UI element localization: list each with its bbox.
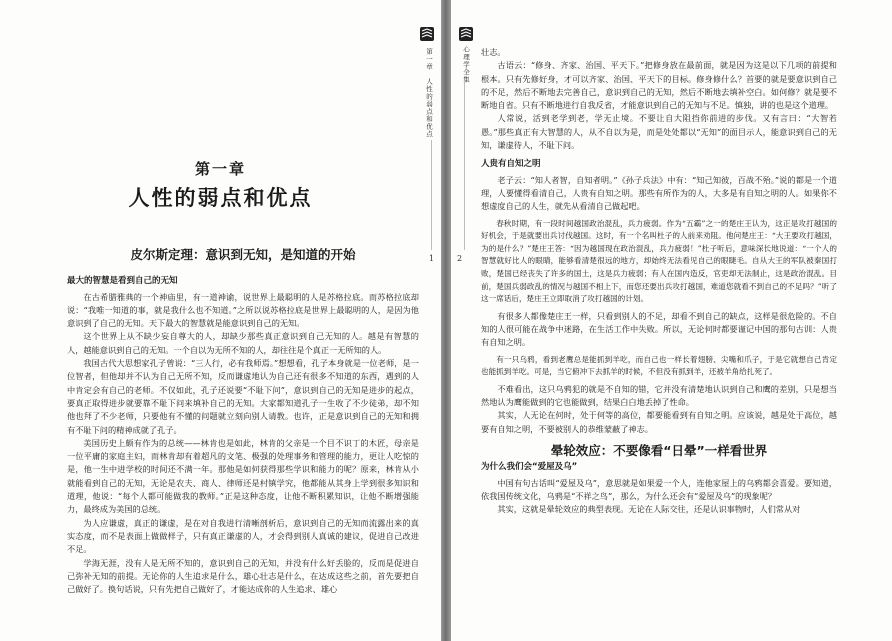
quote-text: 春秋时期，有一段时间越国政治混乱，兵力疲弱。作为“五霸”之一的楚庄王认为，这正是攻打越国的好机会，于是就要出兵讨伐越国。这时，有一个名叫杜子的人前来劝阻。他问楚庄王：“大王要攻打越国，为的是什么？”楚庄王答：“因为越国现在政治混乱，兵力疲弱！”杜子听后，意味深长地说道：“一个人的智慧就好比人的眼睛，能够看清楚很远的地方，却始终无法看见自己的眼睫毛。自从大王的军队被秦国打败，楚国已经丧失了许多的国土，这是兵力疲弱；有人在国内造反，官吏却无法制止，这是政治混乱。目前，楚国兵弱政乱的情况与越国不相上下，而您还要出兵攻打越国，难道您就看不到自己的不足吗？”听了这一席话后，楚庄王立即取消了攻打越国的计划。	[481, 218, 837, 304]
book-gutter	[441, 0, 451, 641]
left-page	[0, 0, 441, 641]
paragraph: 壮志。	[481, 47, 506, 57]
running-head-chapter: 第一章 人性的弱点和优点	[425, 48, 433, 138]
paragraph: 为人应谦虚，真正的谦虚，是在对自我进行清晰剖析后，意识到自己的无知而流露出来的真实态度，而不是表面上做做样子，只有真正谦虚的人，才会得到别人真诚的建议，促进自己改进不足。	[67, 517, 419, 555]
right-body	[481, 46, 837, 516]
paragraph: 古语云：“修身、齐家、治国、平天下。”把修身放在最前面，就是因为这是以下几项的前提和根本。只有先修好身，才可以齐家、治国、平天下的目标。修身修什么？首要的就是要意识到自己的不足，然后不断地去完善自己，意识到自己的无知，然后不断地去填补空白。如何修？就是要不断地自省。只有不断地进行自我反省，才能意识到自己的无知与不足。慎独，讲的也是这个道理。	[481, 60, 837, 111]
story-quote	[481, 354, 837, 379]
section-title-pierce: 皮尔斯定理：意识到无知，是知道的开始	[130, 247, 356, 262]
story-quote	[481, 218, 837, 306]
paragraph: 其实，这就是晕轮效应的典型表现。无论在人际交往，还是认识事物时，人们常从对	[497, 504, 801, 515]
left-body	[67, 248, 419, 596]
subheading-wisdom: 最大的智慧是看到自己的无知	[67, 276, 178, 287]
page-number: 2	[457, 254, 463, 263]
section-title-halo: 晕轮效应：不要像看“日晕”一样看世界	[550, 442, 768, 458]
subheading-love-house: 为什么我们会“爱屋及乌”	[481, 462, 578, 473]
margin-rule	[464, 80, 465, 250]
paragraph: 在古希腊雅典的一个神庙里，有一道神谕，说世界上最聪明的人是苏格拉底。而苏格拉底却说：“我唯一知道的事，就是我什么也不知道。”之所以说苏格拉底是世界上最聪明的人，是因为他意识到了自己的无知。天下最大的智慧就是能意识到自己的无知。	[67, 291, 419, 329]
paragraph: 这个世界上从不缺少妄自尊大的人，却缺少那些真正意识到自己无知的人。越是有智慧的人，越能意识到自己的无知。一个自以为无所不知的人，却往往是个真正一无所知的人。	[67, 331, 419, 355]
subheading-self-knowledge: 人贵有自知之明	[481, 159, 541, 170]
paragraph: 其实，人无论在何时，处于何等的高位，都要能看到有自知之明。应该说，越是处于高位，越要有自知之明，不要被别人的恭维蒙蔽了神志。	[481, 410, 837, 434]
quote-text: 有一只乌鸦，看到老鹰总是能抓到羊吃，而自己也一样长着翅膀、尖嘴和爪子，于是它就想自己肯定也能抓到羊吃。可是，当它俯冲下去抓羊的时候，不但没有抓到羊，还被羊角给扎死了。	[481, 354, 837, 377]
paragraph: 人常说，活到老学到老，学无止境。不要让自大阻挡你前进的步伐。又有言曰：“大智若愚。”那些真正有大智慧的人，从不自以为是，而是处处都以“无知”的面目示人，能意识到自己的无知，谦虚待人，不耻下问。	[481, 113, 837, 151]
paragraph: 美国历史上颇有作为的总统——林肯也是如此，林肯的父亲是一个目不识丁的木匠，母亲是一位平庸的家庭主妇，而林肯却有着超凡的文笔、极强的处理事务和管理的能力，更让人吃惊的是，他一生中进学校的时间还不满一年。那他是如何获得那些学识和能力的呢？原来，林肯从小就能看到自己的无知，无论是农夫、商人、律师还是村镇学究，他都能从其身上学到很多知识和道理，他说：“每个人都可能做我的教师。”正是这种态度，让他不断积累知识，让他不断增强能力，最终成为美国的总统。	[67, 437, 419, 515]
chapter-number: 第一章	[194, 160, 246, 178]
paragraph: 学海无涯，没有人是无所不知的，意识到自己的无知，并没有什么好丢脸的，反而是促进自己弥补无知的前提。无论你的人生追求是什么，雄心壮志是什么，在达成这些之前，首先要把自己做好了。换句话说，只有先把自己做好了，才能达成你的人生追求、雄心	[67, 557, 419, 595]
book-logo-icon	[420, 27, 434, 41]
chapter-title: 人性的弱点和优点	[128, 186, 313, 210]
book-logo-icon	[459, 27, 473, 41]
paragraph: 我国古代大思想家孔子曾说：“三人行，必有我师焉。”想想看，孔子本身就是一位老师，是一位智者，但他却并不认为自己无所不知，反而谦虚地认为自己还有很多不知道的东西，遇到的人中肯定会有自己的老师。不仅如此，孔子还说要“不耻下问”，意识到自己的无知是进步的起点，要真正取得进步就要靠不耻下问来填补自己的无知。大家都知道孔子一生收了不少徒弟，却不知他也拜了不少老师，只要他有不懂的问题就立刻向别人请教。也许，正是意识到自己的无知和拥有不耻下问的精神成就了孔子。	[67, 358, 419, 435]
paragraph: 中国有句古话叫“爱屋及乌”，意思就是如果爱一个人，连他家屋上的乌鸦都会喜爱。要知道，依我国传统文化，乌鸦是“不祥之鸟”，那么，为什么还会有“爱屋及乌”的现象呢？	[481, 477, 837, 501]
page-number: 1	[429, 254, 435, 263]
paragraph: 老子云：“知人者智，自知者明。”《孙子兵法》中有：“知己知彼，百战不殆。”说的都是一个道理，人要懂得看清自己，人贵有自知之明。那些有所作为的人，大多是有自知之明的人。如果你不想虚度自己的人生，就先从看清自己做起吧。	[481, 174, 837, 212]
paragraph: 有很多人都像楚庄王一样，只看到别人的不足，却看不到自己的缺点，这样是很危险的。不自知的人很可能在战争中迷路，在生活工作中失败。所以，无论何时都要谨记中国的那句古训：人贵有自知之明。	[481, 310, 837, 348]
paragraph: 不难看出，这只乌鸦犯的就是不自知的错，它并没有清楚地认识到自己和鹰的差别，只是想当然地认为鹰能做到的它也能做到，结果白白地丢掉了性命。	[481, 383, 837, 408]
right-page	[451, 0, 892, 641]
running-head-book: 心理学全集	[462, 46, 470, 84]
